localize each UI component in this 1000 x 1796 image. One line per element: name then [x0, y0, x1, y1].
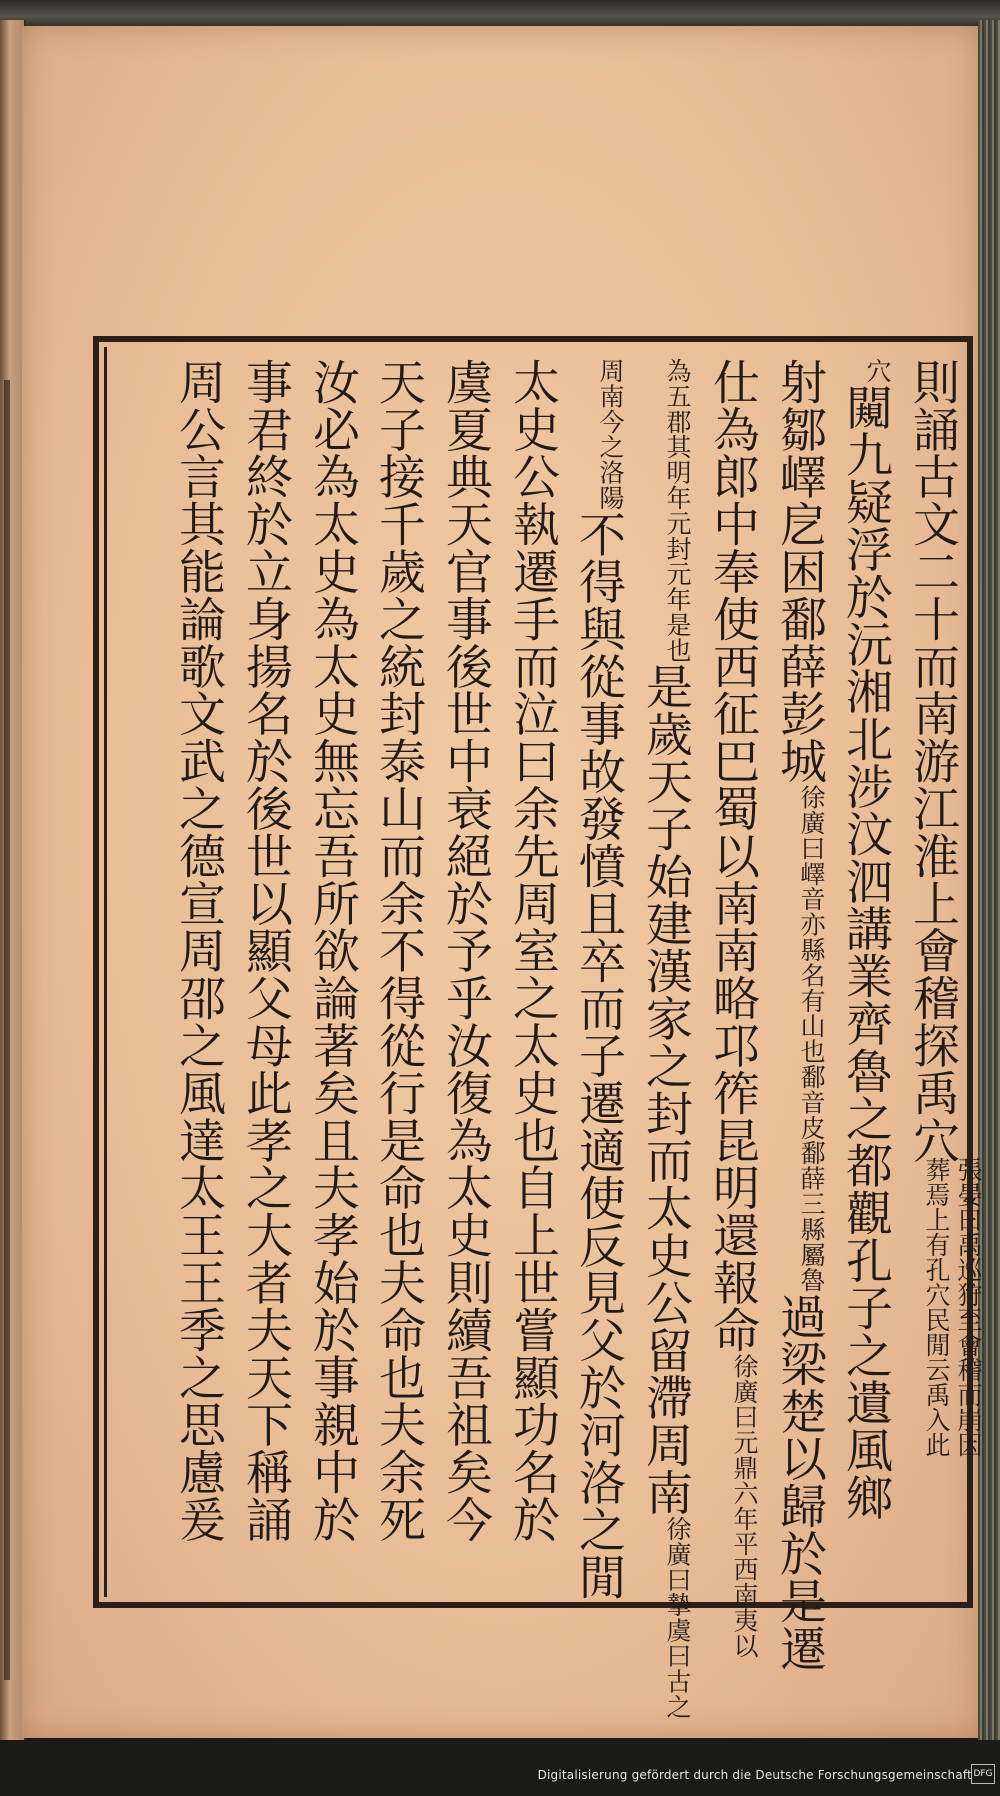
text-column-1: 則誦古文二十而南游江淮上會稽探禹穴	[905, 358, 960, 1164]
column-annotation: 徐廣曰元鼎六年平西南夷以	[730, 1353, 759, 1659]
book-fore-edge	[978, 20, 1000, 1740]
column-text: 闚九疑浮於沅湘北涉汶泗講業齊魯之都觀孔子之遺風鄉	[838, 383, 893, 1522]
column-text: 仕為郎中奉使西征巴蜀以南南略邛筰昆明還報命	[705, 358, 760, 1354]
bleed-through-rule	[4, 380, 10, 1680]
text-column-3	[767, 358, 831, 1672]
text-column-5	[633, 358, 697, 1719]
column-text: 射鄒嶧戹困鄱薛彭城	[772, 358, 827, 785]
annotation-subcolumn: 張晏曰禹巡狩至會稽而崩因	[954, 1157, 983, 1457]
book-top-edge	[0, 0, 1000, 28]
text-column-4	[700, 358, 764, 1658]
annotation-subcolumn: 葬焉上有孔穴民閒云禹入此	[922, 1157, 951, 1457]
text-column-6	[566, 358, 630, 1601]
column-text: 不得與從事故發憤且卒而子遷適使反見父於河洛之閒	[571, 510, 626, 1601]
text-column-7: 太史公執遷手而泣曰余先周室之太史也自上世嘗顯功名於	[505, 358, 560, 1543]
text-column-9: 天子接千歲之統封泰山而余不得從行是命也夫命也夫余死	[371, 358, 426, 1543]
text-column-8: 虞夏典天官事後世中衰絕於予乎汝復為太史則續吾祖矣今	[438, 358, 493, 1543]
text-column-10: 汝必為太史為太史無忘吾所欲論著矣且夫孝始於事親中於	[305, 358, 360, 1543]
column-lead-annotation: 周南今之洛陽	[596, 358, 625, 511]
column-annotation: 徐廣曰嶧音亦縣名有山也鄱音皮鄱薛三縣屬魯	[797, 784, 826, 1293]
frame-inner-rule	[104, 347, 107, 1597]
digitization-credit: Digitalisierung gefördert durch die Deutsche Forschungsgemeinschaft	[537, 1768, 972, 1782]
column-lead-annotation: 為五郡其明年元封元年是也	[663, 358, 692, 663]
column-text-after: 過梁楚以歸於是遷	[772, 1292, 827, 1672]
column-annotation: 徐廣曰摯虞曰古之	[663, 1516, 692, 1720]
column-text: 是歲天子始建漢家之封而太史公留滯周南	[638, 662, 693, 1517]
column-prefix: 穴	[863, 358, 892, 384]
text-column-12: 周公言其能論歌文武之德宣周邵之風達太王王季之思慮爰	[171, 358, 226, 1543]
text-column-11: 事君終於立身揚名於後世以顯父母此孝之大者夫天下稱誦	[238, 358, 293, 1543]
dfg-logo: DFG	[971, 1764, 995, 1784]
text-column-2	[833, 358, 897, 1521]
